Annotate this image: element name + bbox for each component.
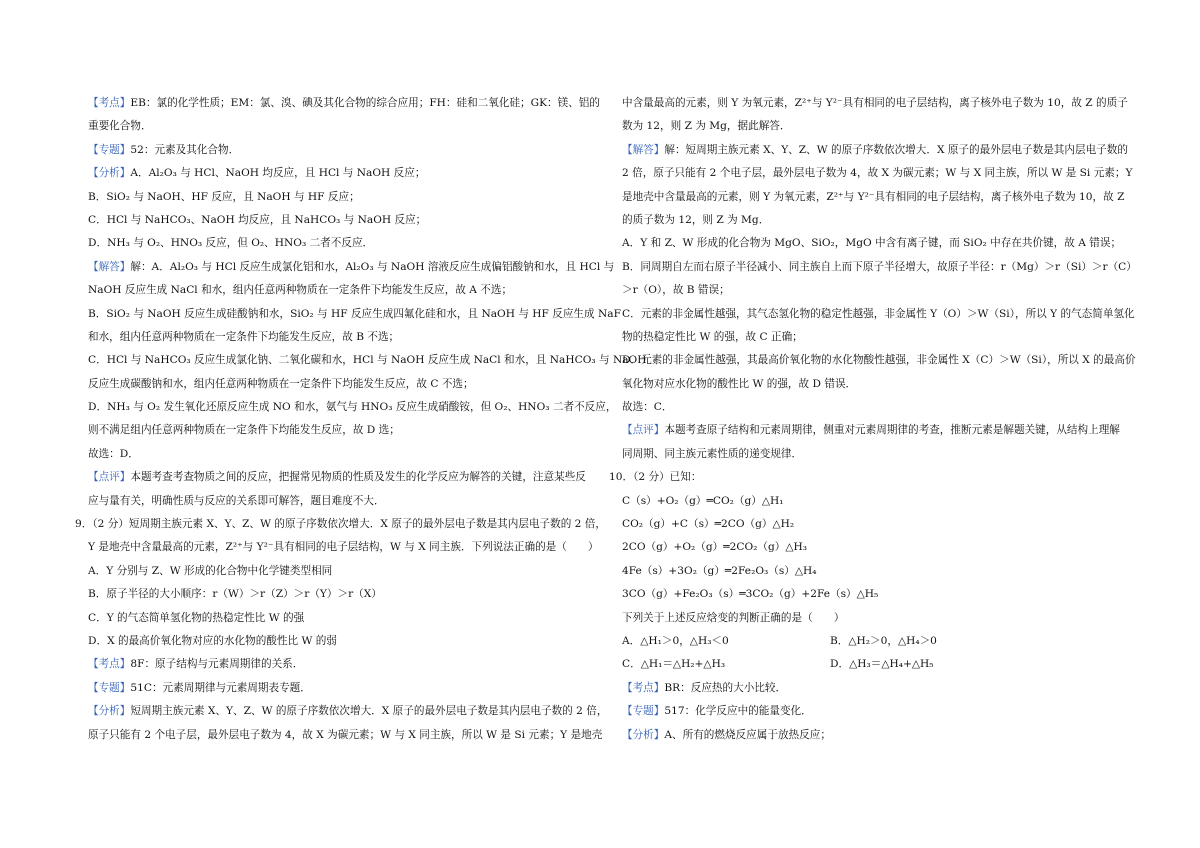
question-10-option-c: C．△H₁＝△H₂+△H₃ <box>622 658 726 671</box>
question-9-option-b: B．原子半径的大小顺序：r（W）＞r（Z）＞r（Y）＞r（X） <box>88 588 382 601</box>
kaodian-10: 【考点】BR：反应热的大小比较． <box>622 681 787 694</box>
jieda-9-a: A．Y 和 Z、W 形成的化合物为 MgO、SiO₂，MgO 中含有离子键，而 SiO₂ 中存在共价键，故 A 错误； <box>622 237 1122 250</box>
fenxi-10: 【分析】A、所有的燃烧反应属于放热反应； <box>622 728 831 741</box>
jieda-8-a2: NaOH 反应生成 NaCl 和水，组内任意两种物质在一定条件下均能发生反应，故 A 不选； <box>88 284 513 297</box>
jieda-9-c1: C．元素的非金属性越强，其气态氢化物的稳定性越强，非金属性 Y（O）＞W（Si），所以 Y 的气态简单氢化 <box>622 307 1135 320</box>
zhuanti-9: 【专题】51C：元素周期律与元素周期表专题． <box>88 681 311 694</box>
equation-5: 3CO（g）+Fe₂O₃（s）═3CO₂（g）+2Fe（s）△H₅ <box>622 588 879 601</box>
jieda-8-d2: 则不满足组内任意两种物质在一定条件下均能发生反应，故 D 选； <box>88 424 400 437</box>
question-9-stem-1: 9．（2 分）短周期主族元素 X、Y、Z、W 的原子序数依次增大．X 原子的最外层电子数是其内层电子数的 2 倍， <box>75 518 606 531</box>
jieda-9-d2: 氧化物对应水化物的酸性比 W 的强，故 D 错误． <box>622 377 857 390</box>
fenxi-9-cont: 原子只能有 2 个电子层，最外层电子数为 4，故 X 为碳元素；W 与 X 同主族，所以 W 是 Si 元素；Y 是地壳 <box>88 728 603 741</box>
tag-label: 【专题】 <box>622 705 665 718</box>
zhuanti-10: 【专题】517：化学反应中的能量变化． <box>622 705 812 718</box>
guxuan-8: 故选：D． <box>88 447 139 460</box>
question-10-prompt: 下列关于上述反应焓变的判断正确的是（ ） <box>622 611 845 624</box>
jieda-9-d1: D．元素的非金属性越强，其最高价氧化物的水化物酸性越强，非金属性 X（C）＞W（Si），所以 X 的最高价 <box>622 354 1136 367</box>
fenxi-8-d: D．NH₃ 与 O₂、HNO₃ 反应，但 O₂、HNO₃ 二者不反应． <box>88 237 374 250</box>
tag-label: 【解答】 <box>88 260 131 273</box>
jieda-8: 【解答】解：A．Al₂O₃ 与 HCl 反应生成氯化铝和水，Al₂O₃ 与 NaOH 溶液反应生成偏铝酸钠和水，且 HCl 与 <box>88 260 615 273</box>
left-column <box>75 92 647 747</box>
question-10-option-b: B．△H₂＞0，△H₄＞0 <box>830 634 937 647</box>
dianping-9: 【点评】本题考查原子结构和元素周期律，侧重对元素周期律的考查，推断元素是解题关键，从结构上理解 <box>622 424 1120 437</box>
tag-label: 【考点】 <box>622 681 665 694</box>
kaodian-9: 【考点】8F：原子结构与元素周期律的关系． <box>88 658 304 671</box>
tag-label: 【点评】 <box>622 424 665 437</box>
equation-3: 2CO（g）+O₂（g）═2CO₂（g）△H₃ <box>622 541 808 554</box>
tag-label: 【专题】 <box>88 143 131 156</box>
dianping-8-cont: 应与量有关，明确性质与反应的关系即可解答，题目难度不大． <box>88 494 385 507</box>
question-10-option-a: A．△H₁＞0，△H₃＜0 <box>622 634 729 647</box>
question-9-option-c: C．Y 的气态简单氢化物的热稳定性比 W 的强 <box>88 611 305 624</box>
guxuan-9: 故选：C． <box>622 401 673 414</box>
dianping-8: 【点评】本题考查考查物质之间的反应，把握常见物质的性质及发生的化学反应为解答的关键，注意某些反 <box>88 471 586 484</box>
jieda-9-l2: 2 倍，原子只能有 2 个电子层，最外层电子数为 4，故 X 为碳元素；W 与 X 同主族，所以 W 是 Si 元素；Y <box>622 167 1133 180</box>
tag-label: 【分析】 <box>88 167 131 180</box>
question-9-option-d: D．X 的最高价氧化物对应的水化物的酸性比 W 的弱 <box>88 634 337 647</box>
jieda-9-b1: B．同周期自左而右原子半径减小、同主族自上而下原子半径增大，故原子半径：r（Mg）＞r（Si）＞r（C） <box>622 260 1137 273</box>
fenxi-9-cont-3: 数为 12，则 Z 为 Mg，据此解答． <box>622 120 791 133</box>
jieda-9-l3: 是地壳中含量最高的元素，则 Y 为氧元素，Z²⁺与 Y²⁻具有相同的电子层结构，离子核外电子数为 10，故 Z <box>622 190 1125 203</box>
jieda-8-c2: 反应生成碳酸钠和水，组内任意两种物质在一定条件下均能发生反应，故 C 不选； <box>88 377 474 390</box>
question-9-option-a: A．Y 分别与 Z、W 形成的化合物中化学键类型相同 <box>88 564 333 577</box>
right-column <box>609 92 1137 747</box>
tag-label: 【分析】 <box>622 728 665 741</box>
kaodian-8-cont: 重要化合物． <box>88 120 152 133</box>
jieda-8-b2: 和水，组内任意两种物质在一定条件下均能发生反应，故 B 不选； <box>88 330 400 343</box>
fenxi-8-c: C．HCl 与 NaHCO₃、NaOH 均反应，且 NaHCO₃ 与 NaOH 反应； <box>88 213 427 226</box>
jieda-9-l4: 的质子数为 12，则 Z 为 Mg． <box>622 213 770 226</box>
equation-4: 4Fe（s）+3O₂（g）═2Fe₂O₃（s）△H₄ <box>622 564 817 577</box>
tag-label: 【解答】 <box>622 143 665 156</box>
jieda-8-b1: B．SiO₂ 与 NaOH 反应生成硅酸钠和水，SiO₂ 与 HF 反应生成四氟化硅和水，且 NaOH 与 HF 反应生成 NaF <box>88 307 621 320</box>
question-10-options-ab <box>622 630 1126 653</box>
fenxi-8-b: B．SiO₂ 与 NaOH、HF 反应，且 NaOH 与 HF 反应； <box>88 190 360 203</box>
question-10-options-cd <box>622 653 1126 676</box>
jieda-9-c2: 物的热稳定性比 W 的强，故 C 正确； <box>622 330 803 343</box>
zhuanti-8: 【专题】52：元素及其化合物． <box>88 143 240 156</box>
question-9-stem-2: Y 是地壳中含量最高的元素，Z²⁺与 Y²⁻具有相同的电子层结构，W 与 X 同主族．下列说法正确的是（ ） <box>88 541 599 554</box>
question-10-option-d: D．△H₃＝△H₄+△H₅ <box>830 658 934 671</box>
jieda-9-b2: ＞r（O），故 B 错误； <box>622 284 730 297</box>
tag-label: 【分析】 <box>88 705 131 718</box>
fenxi-9-cont-2: 中含量最高的元素，则 Y 为氧元素，Z²⁺与 Y²⁻具有相同的电子层结构，离子核外电子数为 10，故 Z 的质子 <box>622 97 1128 109</box>
jieda-9: 【解答】解：短周期主族元素 X、Y、Z、W 的原子序数依次增大．X 原子的最外层电子数是其内层电子数的 <box>622 143 1128 156</box>
kaodian-8: 【考点】EB：氯的化学性质；EM：氯、溴、碘及其化合物的综合应用；FH：硅和二氧化硅；GK：镁、铝的 <box>88 97 600 109</box>
dianping-9-cont: 同周期、同主族元素性质的递变规律． <box>622 447 803 460</box>
fenxi-9: 【分析】短周期主族元素 X、Y、Z、W 的原子序数依次增大．X 原子的最外层电子数是其内层电子数的 2 倍， <box>88 705 608 718</box>
jieda-8-d1: D．NH₃ 与 O₂ 发生氧化还原反应生成 NO 和水，氨气与 HNO₃ 反应生成硝酸铵，但 O₂、HNO₃ 二者不反应， <box>88 401 617 414</box>
equation-2: CO₂（g）+C（s）═2CO（g）△H₂ <box>622 518 795 531</box>
tag-label: 【点评】 <box>88 471 131 484</box>
tag-label: 【专题】 <box>88 681 131 694</box>
jieda-8-c1: C．HCl 与 NaHCO₃ 反应生成氯化钠、二氧化碳和水，HCl 与 NaOH 反应生成 NaCl 和水，且 NaHCO₃ 与 NaOH <box>88 354 647 367</box>
tag-label: 【考点】 <box>88 658 131 671</box>
fenxi-8: 【分析】A．Al₂O₃ 与 HCl、NaOH 均反应，且 HCl 与 NaOH 反应； <box>88 167 426 180</box>
question-10-stem: 10．（2 分）已知： <box>609 471 702 484</box>
tag-label: 【考点】 <box>88 97 131 109</box>
equation-1: C（s）+O₂（g）═CO₂（g）△H₁ <box>622 494 784 507</box>
